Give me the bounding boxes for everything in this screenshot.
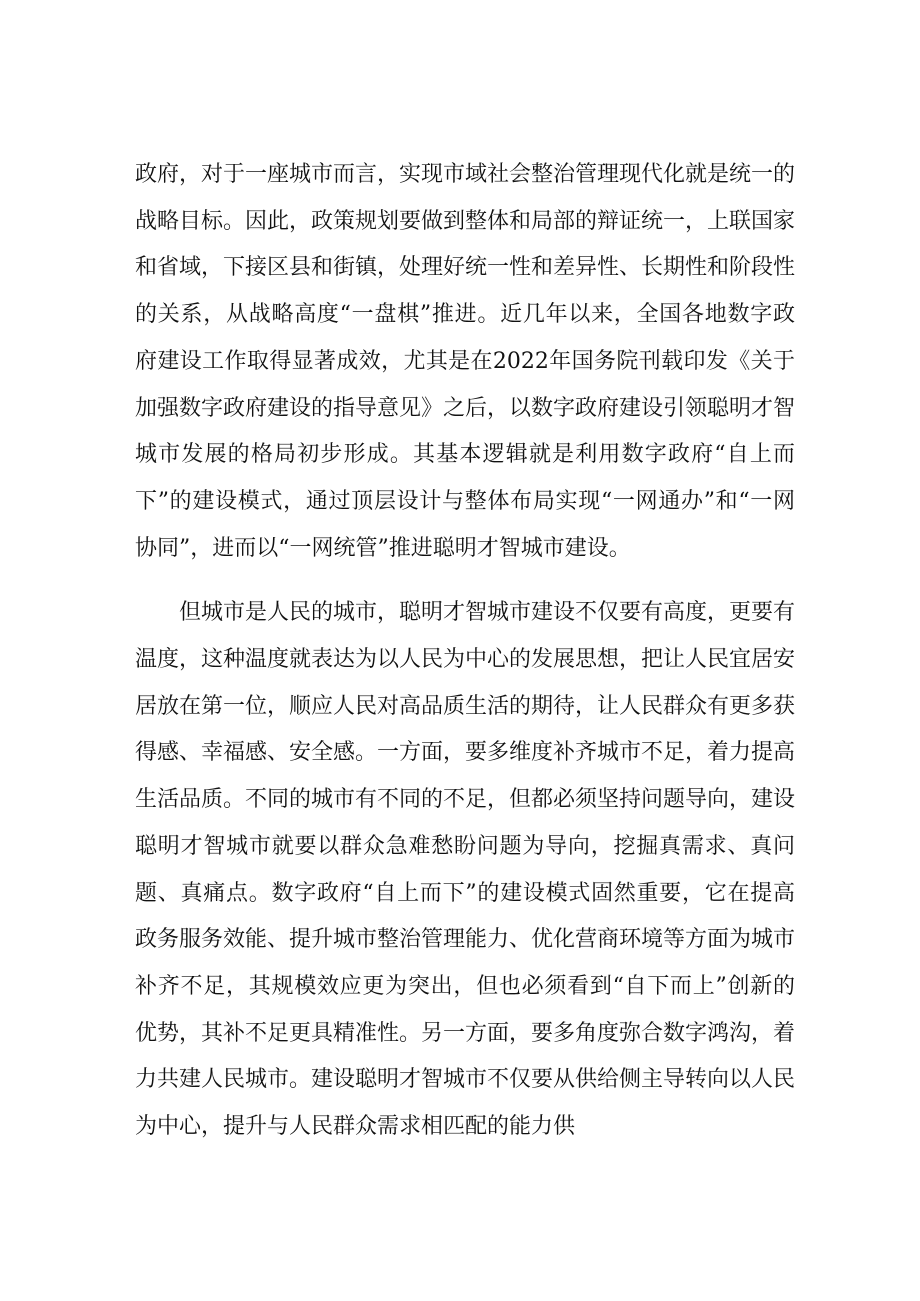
paragraph-people-city: 但城市是人民的城市，聪明才智城市建设不仅要有高度，更要有温度，这种温度就表达为以人民为中心的发展思想，把让人民宜居安居放在第一位，顺应人民对高品质生活的期待，让人民群众有更多获得感、幸福感、安全感。一方面，要多维度补齐城市不足，着力提高生活品质。不同的城市有不同的不足，但都必须坚持问题导向，建设聪明才智城市就要以群众急难愁盼问题为导向，挖掘真需求、真问题、真痛点。数字政府“自上而下”的建设模式固然重要，它在提高政务服务效能、提升城市整治管理能力、优化营商环境等方面为城市补齐不足，其规模效应更为突出，但也必须看到“自下而上”创新的优势，其补不足更具精准性。另一方面，要多角度弥合数字鸿沟，着力共建人民城市。建设聪明才智城市不仅要从供给侧主导转向以人民为中心，提升与人民群众需求相匹配的能力供 — [135, 600, 796, 1140]
paragraph-continuation: 政府，对于一座城市而言，实现市域社会整治管理现代化就是统一的战略目标。因此，政策规划要做到整体和局部的辩证统一，上联国家和省域，下接区县和街镇，处理好统一性和差异性、长期性和阶段性的关系，从战略高度“一盘棋”推进。近几年以来，全国各地数字政府建设工作取得显著成效，尤其是在2022年国务院刊载印发《关于加强数字政府建设的指导意见》之后，以数字政府建设引领聪明才智城市发展的格局初步形成。其基本逻辑就是利用数字政府“自上而下”的建设模式，通过顶层设计与整体布局实现“一网通办”和“一网协同”，进而以“一网统管”推进聪明才智城市建设。 — [135, 162, 796, 561]
document-body — [135, 152, 795, 1151]
